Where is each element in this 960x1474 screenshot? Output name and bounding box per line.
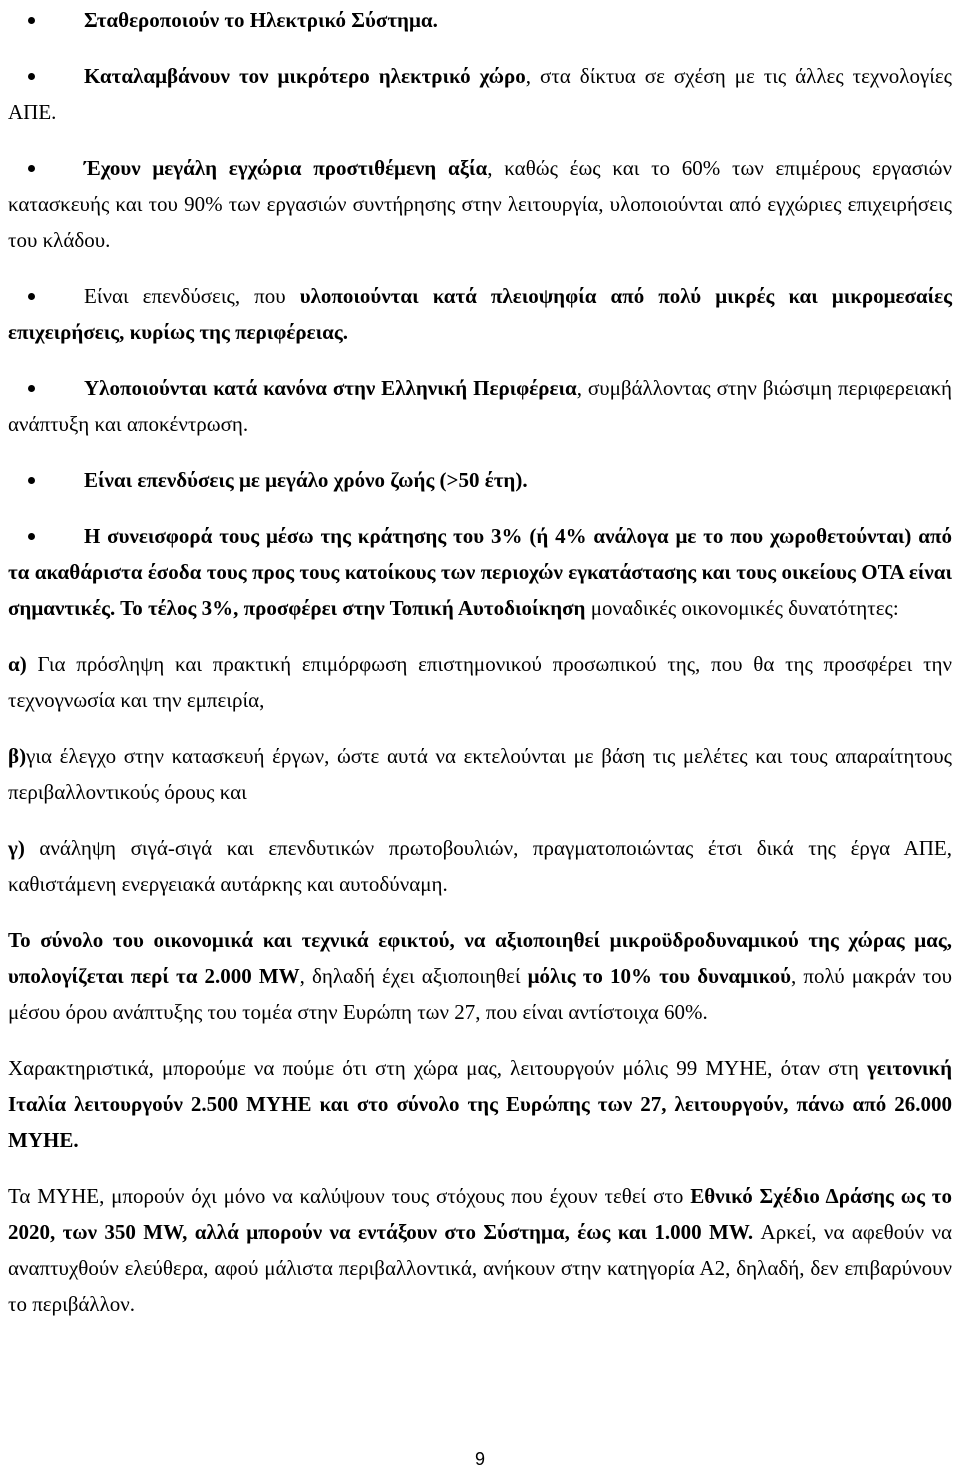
body-text: , συμβάλλοντας στην βιώσιμη περιφερειακή ανάπτυξη και αποκέντρωση. xyxy=(8,376,953,436)
item-text: Για πρόσληψη και πρακτική επιμόρφωση επιστημονικού προσωπικού της, που θα της προσφέρει την τεχνογνωσία και την εμπειρία, xyxy=(8,652,952,712)
bold-text: υλοποιούνται κατά πλειοψηφία από πολύ μικρές και μικρομεσαίες επιχειρήσεις, κυρίως της περιφέρειας. xyxy=(8,284,952,344)
item-label: β) xyxy=(8,744,27,768)
paragraph-comparison xyxy=(8,1050,952,1158)
body-text: Τα ΜΥΗΕ, μπορούν όχι μόνο να καλύψουν τους στόχους που έχουν τεθεί στο xyxy=(8,1184,691,1208)
body-text: , πολύ μακράν του μέσου όρου ανάπτυξης του τομέα στην Ευρώπη των 27, που είναι αντίστοιχα 60%. xyxy=(8,964,953,1024)
bullet-item xyxy=(8,518,952,626)
paragraph-potential xyxy=(8,922,952,1030)
bold-text: Έχουν μεγάλη εγχώρια προστιθέμενη αξία xyxy=(84,156,488,180)
bold-text: μόλις το 10% του δυναμικού xyxy=(527,964,792,988)
body-text: Χαρακτηριστικά, μπορούμε να πούμε ότι στη χώρα μας, λειτουργούν μόλις 99 ΜΥΗΕ, όταν στη xyxy=(8,1056,868,1080)
body-text: , δηλαδή έχει αξιοποιηθεί xyxy=(299,964,528,988)
list-item-c xyxy=(8,830,952,902)
bullet-item xyxy=(8,150,952,258)
bold-text: Σταθεροποιούν το Ηλεκτρικό Σύστημα. xyxy=(84,8,438,32)
body-text: , καθώς έως και το 60% των επιμέρους εργασιών κατασκευής και του 90% των εργασιών συντήρησης στην λειτουργία, υλοποιούνται από εγχώριες επιχειρήσεις του κλάδου. xyxy=(8,156,952,252)
body-text: μοναδικές οικονομικές δυνατότητες: xyxy=(585,596,899,620)
bold-text: Υλοποιούνται κατά κανόνα στην Ελληνική Περιφέρεια xyxy=(84,376,577,400)
item-label: α) xyxy=(8,652,27,676)
list-item-b xyxy=(8,738,952,810)
paragraph-targets xyxy=(8,1178,952,1322)
bullet-item xyxy=(8,370,952,442)
page-number: 9 xyxy=(474,1449,485,1469)
body-text: Αρκεί, να αφεθούν να αναπτυχθούν ελεύθερα, αφού μάλιστα περιβαλλοντικά, ανήκουν στην κατηγορία Α2, δηλαδή, δεν επιβαρύνουν το περιβάλλον. xyxy=(8,1220,952,1316)
bullet-item xyxy=(8,2,952,38)
bullet-item xyxy=(8,462,952,498)
body-text: , στα δίκτυα σε σχέση με τις άλλες τεχνολογίες ΑΠΕ. xyxy=(8,64,953,124)
item-text: για έλεγχο στην κατασκευή έργων, ώστε αυτά να εκτελούνται με βάση τις μελέτες και τους απαραίτητους περιβαλλοντικούς όρους και xyxy=(8,744,952,804)
item-text: ανάληψη σιγά-σιγά και επενδυτικών πρωτοβουλιών, πραγματοποιώντας έτσι δικά της έργα ΑΠΕ, καθιστάμενη ενεργειακά αυτάρκης και αυτοδύναμη. xyxy=(8,836,952,896)
bold-text: Το σύνολο του οικονομικά και τεχνικά εφικτού, να αξιοποιηθεί μικροϋδροδυναμικού της χώρας μας, υπολογίζεται περί τα 2.000 MW xyxy=(8,928,952,988)
list-item-a xyxy=(8,646,952,718)
bold-text: γειτονική Ιταλία λειτουργούν 2.500 ΜΥΗΕ και στο σύνολο της Ευρώπης των 27, λειτουργούν, πάνω από 26.000 ΜΥΗΕ. xyxy=(8,1056,952,1152)
bold-text: Η συνεισφορά τους μέσω της κράτησης του 3% (ή 4% ανάλογα με το που χωροθετούνται) από τα ακαθάριστα έσοδα τους προς τους κατοίκους των περιοχών εγκατάστασης και τους οικείους ΟΤΑ είναι σημαντικές. Το τέλος 3%, προσφέρει στην Τοπική Αυτοδιοίκηση xyxy=(8,524,952,620)
bold-text: Είναι επενδύσεις με μεγάλο χρόνο ζωής (>50 έτη). xyxy=(84,468,528,492)
bullet-list xyxy=(8,2,952,626)
bullet-item xyxy=(8,58,952,130)
item-label: γ) xyxy=(8,836,25,860)
bullet-item xyxy=(8,278,952,350)
bold-text: Εθνικό Σχέδιο Δράσης ως το 2020, των 350 MW, αλλά μπορούν να εντάξουν στο Σύστημα, έως και 1.000 MW. xyxy=(8,1184,952,1244)
body-text: Είναι επενδύσεις, που xyxy=(84,284,300,308)
bold-text: Καταλαμβάνουν τον μικρότερο ηλεκτρικό χώρο xyxy=(84,64,526,88)
document-page xyxy=(8,0,952,1342)
